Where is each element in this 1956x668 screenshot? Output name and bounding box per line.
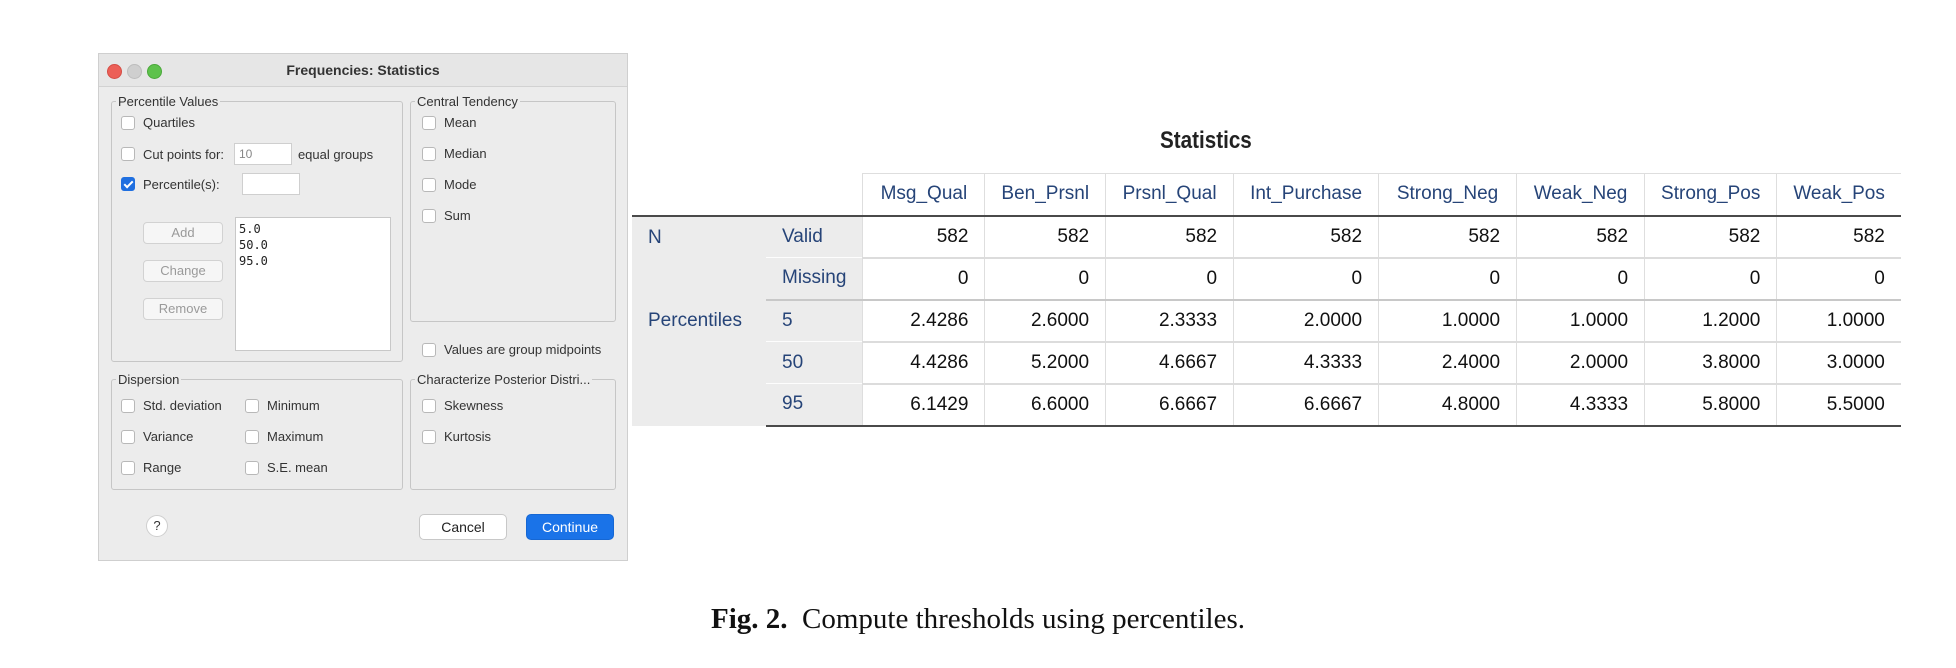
std-deviation-option[interactable]: [121, 398, 222, 413]
variance-label: Variance: [143, 429, 194, 444]
table-row: [632, 342, 1901, 384]
table-cell: 0: [863, 258, 985, 300]
quartiles-checkbox[interactable]: [121, 116, 135, 130]
percentiles-checkbox[interactable]: [121, 177, 135, 191]
table-cell: 2.0000: [1517, 342, 1645, 384]
table-cell: 6.6667: [1106, 384, 1234, 426]
figure-label: Fig. 2.: [710, 603, 788, 635]
mode-option[interactable]: [422, 177, 477, 192]
skewness-checkbox[interactable]: [422, 399, 436, 413]
dispersion-legend: Dispersion: [118, 372, 180, 387]
table-cell: 4.3333: [1234, 342, 1379, 384]
table-cell: 2.6000: [985, 300, 1106, 342]
cut-points-input[interactable]: [234, 143, 292, 165]
column-header: Msg_Qual: [863, 174, 985, 216]
skewness-label: Skewness: [444, 398, 504, 413]
table-row: [632, 300, 1901, 342]
kurtosis-option[interactable]: [422, 429, 491, 444]
median-checkbox[interactable]: [422, 147, 436, 161]
frequencies-statistics-dialog: [98, 53, 628, 561]
median-label: Median: [444, 146, 487, 161]
column-header: Prsnl_Qual: [1106, 174, 1234, 216]
percentile-input[interactable]: [242, 173, 300, 195]
range-option[interactable]: [121, 460, 181, 475]
table-cell: 1.0000: [1379, 300, 1517, 342]
percentiles-option[interactable]: [121, 173, 300, 195]
table-cell: 6.6667: [1234, 384, 1379, 426]
se-mean-label: S.E. mean: [267, 460, 328, 475]
table-cell: 582: [1234, 216, 1379, 258]
table-cell: 0: [1517, 258, 1645, 300]
table-cell: 5.2000: [985, 342, 1106, 384]
std-deviation-label: Std. deviation: [143, 398, 222, 413]
table-cell: 1.0000: [1777, 300, 1901, 342]
mean-option[interactable]: [422, 115, 477, 130]
minimum-label: Minimum: [267, 398, 320, 413]
variance-checkbox[interactable]: [121, 430, 135, 444]
equal-groups-label: equal groups: [297, 146, 374, 162]
range-checkbox[interactable]: [121, 461, 135, 475]
column-header: Weak_Pos: [1777, 174, 1901, 216]
header-row: [632, 174, 1901, 216]
percentile-list-item[interactable]: 5.0: [239, 222, 261, 236]
table-cell: 6.6000: [985, 384, 1106, 426]
table-cell: 0: [1645, 258, 1777, 300]
table-cell: 4.6667: [1106, 342, 1234, 384]
posterior-distribution-legend: Characterize Posterior Distri...: [417, 372, 591, 387]
percentile-values-legend: Percentile Values: [118, 94, 219, 109]
table-cell: 582: [1777, 216, 1901, 258]
remove-button[interactable]: Remove: [143, 298, 223, 320]
table-cell: 3.8000: [1645, 342, 1777, 384]
table-cell: 582: [1645, 216, 1777, 258]
figure-caption: [0, 603, 1956, 636]
column-header: Strong_Neg: [1379, 174, 1517, 216]
cut-points-label: Cut points for:: [143, 146, 224, 162]
maximum-label: Maximum: [267, 429, 324, 444]
table-cell: 582: [1517, 216, 1645, 258]
se-mean-option[interactable]: [245, 460, 328, 475]
cut-points-option[interactable]: [121, 143, 373, 165]
percentile-list-item[interactable]: 95.0: [239, 254, 268, 268]
std-deviation-checkbox[interactable]: [121, 399, 135, 413]
table-row: [632, 216, 1901, 258]
statistics-title: Statistics: [1160, 127, 1252, 154]
percentile-list-item[interactable]: 50.0: [239, 238, 268, 252]
quartiles-option[interactable]: [121, 115, 195, 130]
table-cell: 5.8000: [1645, 384, 1777, 426]
statistics-table: [632, 173, 1901, 427]
mode-label: Mode: [444, 177, 477, 192]
skewness-option[interactable]: [422, 398, 503, 413]
central-tendency-legend: Central Tendency: [417, 94, 518, 109]
corner-cell: [632, 174, 766, 216]
add-button[interactable]: Add: [143, 222, 223, 244]
sum-checkbox[interactable]: [422, 209, 436, 223]
table-row: [632, 384, 1901, 426]
row-label: Missing: [766, 258, 863, 300]
row-label: Valid: [766, 216, 863, 258]
table-cell: 5.5000: [1777, 384, 1901, 426]
table-cell: 582: [1106, 216, 1234, 258]
range-label: Range: [143, 460, 182, 475]
row-label: 95: [766, 384, 863, 426]
cancel-button[interactable]: Cancel: [419, 514, 507, 540]
table-cell: 2.4286: [863, 300, 985, 342]
minimum-option[interactable]: [245, 398, 320, 413]
mean-label: Mean: [444, 115, 477, 130]
table-cell: 4.4286: [863, 342, 985, 384]
table-cell: 2.3333: [1106, 300, 1234, 342]
se-mean-checkbox[interactable]: [245, 461, 259, 475]
maximum-checkbox[interactable]: [245, 430, 259, 444]
column-header: Weak_Neg: [1517, 174, 1645, 216]
column-header: Int_Purchase: [1234, 174, 1379, 216]
cut-points-checkbox[interactable]: [121, 147, 135, 161]
minimum-checkbox[interactable]: [245, 399, 259, 413]
table-row: [632, 258, 1901, 300]
maximum-option[interactable]: [245, 429, 323, 444]
help-button[interactable]: ?: [146, 515, 168, 537]
sum-label: Sum: [444, 208, 471, 223]
table-cell: 582: [985, 216, 1106, 258]
column-header: Ben_Prsnl: [985, 174, 1106, 216]
table-cell: 2.4000: [1379, 342, 1517, 384]
table-cell: 582: [863, 216, 985, 258]
quartiles-label: Quartiles: [143, 115, 196, 130]
table-cell: 4.8000: [1379, 384, 1517, 426]
row-label: 50: [766, 342, 863, 384]
table-cell: 1.0000: [1517, 300, 1645, 342]
table-cell: 6.1429: [863, 384, 985, 426]
mean-checkbox[interactable]: [422, 116, 436, 130]
column-header: Strong_Pos: [1645, 174, 1777, 216]
table-cell: 0: [1106, 258, 1234, 300]
kurtosis-label: Kurtosis: [444, 429, 491, 444]
corner-cell: [766, 174, 863, 216]
group-label: N: [632, 216, 766, 300]
variance-option[interactable]: [121, 429, 193, 444]
percentile-list[interactable]: [235, 217, 391, 351]
kurtosis-checkbox[interactable]: [422, 430, 436, 444]
group-label: Percentiles: [632, 300, 766, 426]
sum-option[interactable]: [422, 208, 471, 223]
group-midpoints-label: Values are group midpoints: [444, 342, 602, 357]
row-label: 5: [766, 300, 863, 342]
table-cell: 4.3333: [1517, 384, 1645, 426]
change-button[interactable]: Change: [143, 260, 223, 282]
percentiles-label: Percentile(s):: [143, 176, 220, 192]
table-cell: 2.0000: [1234, 300, 1379, 342]
table-cell: 3.0000: [1777, 342, 1901, 384]
dialog-title: Frequencies: Statistics: [286, 62, 440, 78]
table-cell: 0: [1234, 258, 1379, 300]
group-midpoints-checkbox[interactable]: [422, 343, 436, 357]
group-midpoints-option[interactable]: [422, 342, 601, 357]
table-cell: 0: [985, 258, 1106, 300]
table-cell: 0: [1777, 258, 1901, 300]
table-cell: 0: [1379, 258, 1517, 300]
continue-button[interactable]: Continue: [526, 514, 614, 540]
table-cell: 1.2000: [1645, 300, 1777, 342]
title-bar: [99, 54, 627, 87]
mode-checkbox[interactable]: [422, 178, 436, 192]
table-cell: 582: [1379, 216, 1517, 258]
median-option[interactable]: [422, 146, 487, 161]
figure-caption-text: Compute thresholds using percentiles.: [802, 603, 1246, 635]
